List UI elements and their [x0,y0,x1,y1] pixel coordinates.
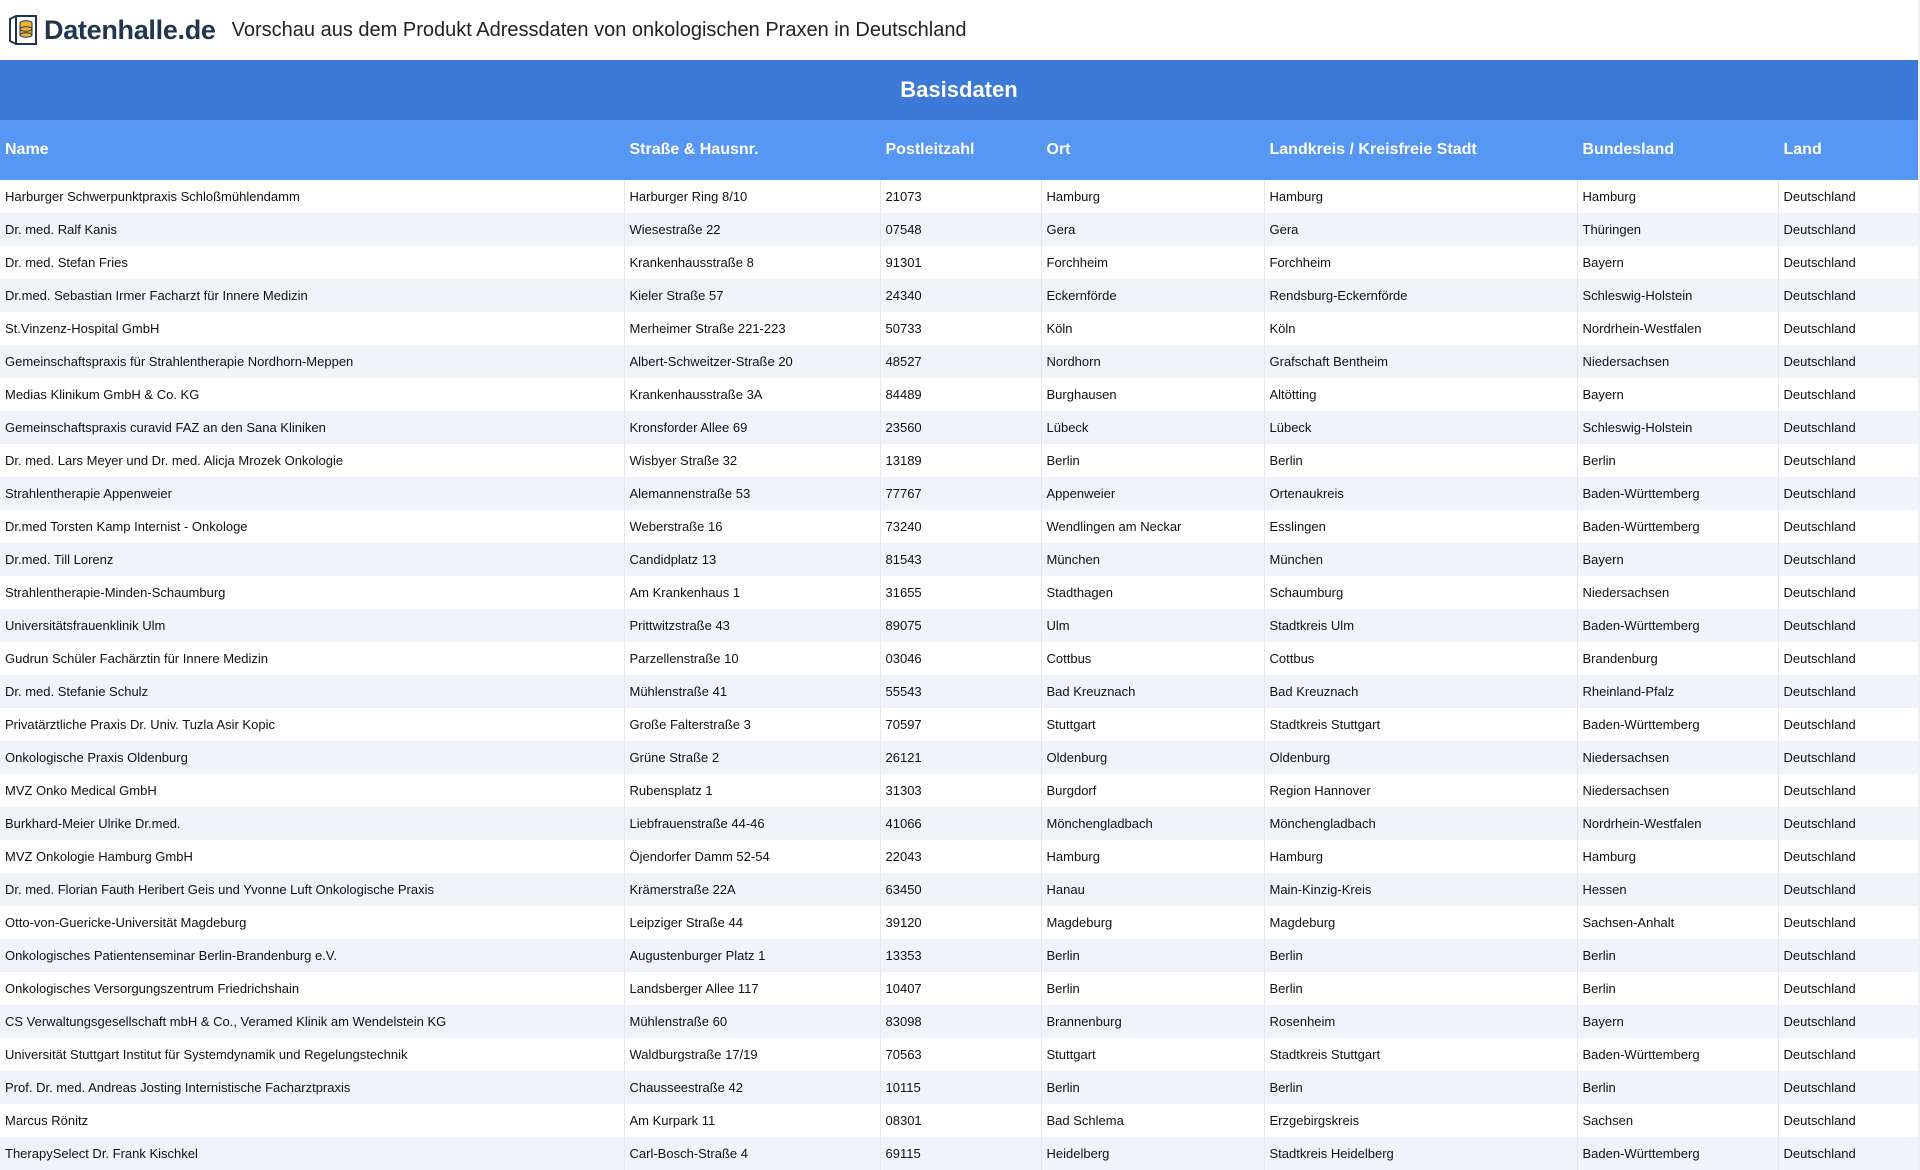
column-street-cell: Mühlenstraße 60 [624,1005,880,1038]
column-city-cell: Bad Schlema [1041,1104,1264,1137]
column-city-cell: Heidelberg [1041,1137,1264,1170]
column-postal-code-cell: 03046 [880,642,1041,675]
table-row [0,477,1918,510]
table-body [0,180,1918,1170]
column-district-cell: Magdeburg [1264,906,1577,939]
column-city-cell: Hamburg [1041,840,1264,873]
column-state-cell: Bayern [1577,246,1778,279]
column-district-cell: Altötting [1264,378,1577,411]
column-city-cell: Mönchengladbach [1041,807,1264,840]
column-state-cell: Brandenburg [1577,642,1778,675]
table-row [0,279,1918,312]
column-state-cell: Baden-Württemberg [1577,510,1778,543]
column-name-cell: Harburger Schwerpunktpraxis Schloßmühlendamm [0,180,624,213]
column-country-cell: Deutschland [1778,807,1918,840]
column-country-cell: Deutschland [1778,543,1918,576]
column-street-cell: Landsberger Allee 117 [624,972,880,1005]
column-postal-code-cell: 41066 [880,807,1041,840]
column-street-cell: Am Kurpark 11 [624,1104,880,1137]
table-row [0,675,1918,708]
column-country-cell: Deutschland [1778,510,1918,543]
table-row [0,1005,1918,1038]
column-district-cell: Stadtkreis Stuttgart [1264,1038,1577,1071]
table-row [0,1137,1918,1170]
column-city-cell: Burgdorf [1041,774,1264,807]
column-country-cell: Deutschland [1778,972,1918,1005]
column-postal-code-cell: 10115 [880,1071,1041,1104]
data-table [0,120,1918,1170]
column-name-cell: Gudrun Schüler Fachärztin für Innere Medizin [0,642,624,675]
column-district-cell: Forchheim [1264,246,1577,279]
column-street-cell: Albert-Schweitzer-Straße 20 [624,345,880,378]
column-state-cell: Nordrhein-Westfalen [1577,807,1778,840]
column-name-cell: St.Vinzenz-Hospital GmbH [0,312,624,345]
column-city-cell: Berlin [1041,1071,1264,1104]
column-postal-code-cell: 81543 [880,543,1041,576]
section-header: Basisdaten [0,60,1918,120]
column-country-cell: Deutschland [1778,609,1918,642]
column-postal-code-cell: 69115 [880,1137,1041,1170]
table-row [0,873,1918,906]
column-district-cell: Stadtkreis Heidelberg [1264,1137,1577,1170]
column-state-cell: Berlin [1577,444,1778,477]
column-postal-code-cell: 22043 [880,840,1041,873]
column-city-cell: Stadthagen [1041,576,1264,609]
column-state-cell: Hamburg [1577,180,1778,213]
column-district-cell: Mönchengladbach [1264,807,1577,840]
table-row [0,543,1918,576]
data-table-container [0,120,1918,1170]
column-postal-code-cell: 13353 [880,939,1041,972]
column-state-cell: Berlin [1577,972,1778,1005]
table-row [0,807,1918,840]
table-header-row [0,120,1918,180]
column-street-cell: Chausseestraße 42 [624,1071,880,1104]
table-row [0,774,1918,807]
column-postal-code-cell: 23560 [880,411,1041,444]
column-district-cell: Grafschaft Bentheim [1264,345,1577,378]
column-country-cell: Deutschland [1778,1071,1918,1104]
column-name-cell: Onkologisches Versorgungszentrum Friedrichshain [0,972,624,1005]
column-name-cell: Medias Klinikum GmbH & Co. KG [0,378,624,411]
column-postal-code-cell: 63450 [880,873,1041,906]
logo-text: Datenhalle.de [44,14,216,45]
table-row [0,411,1918,444]
column-state-cell: Sachsen-Anhalt [1577,906,1778,939]
column-postal-code-cell: 08301 [880,1104,1041,1137]
column-district-cell: Stadtkreis Stuttgart [1264,708,1577,741]
column-city-cell: Burghausen [1041,378,1264,411]
column-street-cell: Augustenburger Platz 1 [624,939,880,972]
column-city-cell: Nordhorn [1041,345,1264,378]
table-row [0,213,1918,246]
column-city-cell: Magdeburg [1041,906,1264,939]
column-name-cell: MVZ Onko Medical GmbH [0,774,624,807]
column-country-cell: Deutschland [1778,246,1918,279]
database-stack-icon [6,13,40,47]
column-city-cell: Hanau [1041,873,1264,906]
column-street-cell: Krämerstraße 22A [624,873,880,906]
column-state-cell: Niedersachsen [1577,741,1778,774]
column-name-cell: Dr. med. Stefanie Schulz [0,675,624,708]
column-postal-code-cell: 83098 [880,1005,1041,1038]
column-postal-code-cell: 50733 [880,312,1041,345]
table-row [0,972,1918,1005]
column-name-cell: Otto-von-Guericke-Universität Magdeburg [0,906,624,939]
column-city-cell: Hamburg [1041,180,1264,213]
column-street-cell: Krankenhausstraße 3A [624,378,880,411]
column-country-cell: Deutschland [1778,213,1918,246]
column-country-cell: Deutschland [1778,312,1918,345]
column-district-cell: Bad Kreuznach [1264,675,1577,708]
column-street-cell: Große Falterstraße 3 [624,708,880,741]
column-city-cell: Stuttgart [1041,708,1264,741]
column-country-header[interactable]: Land [1778,120,1918,180]
column-country-cell: Deutschland [1778,906,1918,939]
table-row [0,576,1918,609]
column-street-cell: Parzellenstraße 10 [624,642,880,675]
table-row [0,1104,1918,1137]
column-country-cell: Deutschland [1778,1104,1918,1137]
column-country-cell: Deutschland [1778,411,1918,444]
column-country-cell: Deutschland [1778,840,1918,873]
column-district-cell: Berlin [1264,1071,1577,1104]
column-state-cell: Baden-Württemberg [1577,708,1778,741]
column-district-header[interactable]: Landkreis / Kreisfreie Stadt [1264,120,1577,180]
column-postal-code-cell: 73240 [880,510,1041,543]
table-row [0,1071,1918,1104]
column-state-cell: Berlin [1577,939,1778,972]
table-row [0,345,1918,378]
column-name-cell: Onkologische Praxis Oldenburg [0,741,624,774]
column-state-cell: Nordrhein-Westfalen [1577,312,1778,345]
column-district-cell: Ortenaukreis [1264,477,1577,510]
column-state-cell: Berlin [1577,1071,1778,1104]
column-state-cell: Rheinland-Pfalz [1577,675,1778,708]
column-street-cell: Mühlenstraße 41 [624,675,880,708]
column-state-cell: Sachsen [1577,1104,1778,1137]
column-street-cell: Rubensplatz 1 [624,774,880,807]
column-street-cell: Weberstraße 16 [624,510,880,543]
column-district-cell: Berlin [1264,444,1577,477]
column-postal-code-cell: 24340 [880,279,1041,312]
column-district-cell: Stadtkreis Ulm [1264,609,1577,642]
column-postal-code-cell: 70597 [880,708,1041,741]
column-name-cell: MVZ Onkologie Hamburg GmbH [0,840,624,873]
column-district-cell: Rendsburg-Eckernförde [1264,279,1577,312]
column-city-cell: Brannenburg [1041,1005,1264,1038]
column-postal-code-header[interactable]: Postleitzahl [880,120,1041,180]
column-district-cell: München [1264,543,1577,576]
table-row [0,642,1918,675]
column-street-cell: Waldburgstraße 17/19 [624,1038,880,1071]
column-street-cell: Carl-Bosch-Straße 4 [624,1137,880,1170]
column-state-cell: Bayern [1577,378,1778,411]
column-country-cell: Deutschland [1778,873,1918,906]
column-name-cell: Gemeinschaftspraxis für Strahlentherapie Nordhorn-Meppen [0,345,624,378]
column-postal-code-cell: 13189 [880,444,1041,477]
column-name-cell: Dr.med. Sebastian Irmer Facharzt für Innere Medizin [0,279,624,312]
column-street-cell: Candidplatz 13 [624,543,880,576]
top-bar [0,0,1920,60]
column-name-cell: Dr.med. Till Lorenz [0,543,624,576]
column-state-cell: Bayern [1577,543,1778,576]
column-street-cell: Kieler Straße 57 [624,279,880,312]
column-district-cell: Gera [1264,213,1577,246]
column-district-cell: Erzgebirgskreis [1264,1104,1577,1137]
column-street-cell: Liebfrauenstraße 44-46 [624,807,880,840]
table-row [0,246,1918,279]
column-postal-code-cell: 55543 [880,675,1041,708]
column-name-cell: TherapySelect Dr. Frank Kischkel [0,1137,624,1170]
table-row [0,444,1918,477]
column-state-header[interactable]: Bundesland [1577,120,1778,180]
column-state-cell: Niedersachsen [1577,576,1778,609]
table-row [0,1038,1918,1071]
column-country-cell: Deutschland [1778,180,1918,213]
column-state-cell: Hamburg [1577,840,1778,873]
column-street-cell: Wiesestraße 22 [624,213,880,246]
column-district-cell: Berlin [1264,972,1577,1005]
table-row [0,708,1918,741]
logo[interactable] [6,13,216,47]
table-row [0,741,1918,774]
column-district-cell: Berlin [1264,939,1577,972]
column-name-cell: Onkologisches Patientenseminar Berlin-Brandenburg e.V. [0,939,624,972]
column-state-cell: Baden-Württemberg [1577,477,1778,510]
column-name-cell: Universität Stuttgart Institut für Systemdynamik und Regelungstechnik [0,1038,624,1071]
column-state-cell: Niedersachsen [1577,345,1778,378]
column-city-cell: Gera [1041,213,1264,246]
column-name-cell: Dr. med. Florian Fauth Heribert Geis und Yvonne Luft Onkologische Praxis [0,873,624,906]
column-city-cell: Bad Kreuznach [1041,675,1264,708]
column-postal-code-cell: 48527 [880,345,1041,378]
column-district-cell: Hamburg [1264,840,1577,873]
column-district-cell: Rosenheim [1264,1005,1577,1038]
column-state-cell: Bayern [1577,1005,1778,1038]
column-city-cell: Forchheim [1041,246,1264,279]
column-district-cell: Hamburg [1264,180,1577,213]
column-country-cell: Deutschland [1778,1005,1918,1038]
column-country-cell: Deutschland [1778,675,1918,708]
column-name-header[interactable]: Name [0,120,624,180]
table-row [0,906,1918,939]
column-state-cell: Schleswig-Holstein [1577,411,1778,444]
column-name-cell: Prof. Dr. med. Andreas Josting Internistische Facharztpraxis [0,1071,624,1104]
column-postal-code-cell: 21073 [880,180,1041,213]
column-postal-code-cell: 31655 [880,576,1041,609]
column-state-cell: Baden-Württemberg [1577,1137,1778,1170]
column-street-cell: Krankenhausstraße 8 [624,246,880,279]
column-state-cell: Baden-Württemberg [1577,1038,1778,1071]
column-city-cell: Appenweier [1041,477,1264,510]
column-name-cell: Strahlentherapie-Minden-Schaumburg [0,576,624,609]
column-postal-code-cell: 84489 [880,378,1041,411]
column-district-cell: Cottbus [1264,642,1577,675]
column-street-cell: Merheimer Straße 221-223 [624,312,880,345]
table-row [0,312,1918,345]
table-row [0,939,1918,972]
column-city-cell: Ulm [1041,609,1264,642]
column-country-cell: Deutschland [1778,444,1918,477]
column-country-cell: Deutschland [1778,279,1918,312]
column-city-cell: Oldenburg [1041,741,1264,774]
column-street-cell: Am Krankenhaus 1 [624,576,880,609]
column-name-cell: Gemeinschaftspraxis curavid FAZ an den Sana Kliniken [0,411,624,444]
column-state-cell: Niedersachsen [1577,774,1778,807]
column-state-cell: Thüringen [1577,213,1778,246]
column-name-cell: Universitätsfrauenklinik Ulm [0,609,624,642]
column-street-cell: Prittwitzstraße 43 [624,609,880,642]
column-city-cell: Wendlingen am Neckar [1041,510,1264,543]
column-country-cell: Deutschland [1778,576,1918,609]
column-name-cell: Burkhard-Meier Ulrike Dr.med. [0,807,624,840]
column-name-cell: Privatärztliche Praxis Dr. Univ. Tuzla Asir Kopic [0,708,624,741]
column-street-cell: Kronsforder Allee 69 [624,411,880,444]
column-name-cell: CS Verwaltungsgesellschaft mbH & Co., Veramed Klinik am Wendelstein KG [0,1005,624,1038]
column-name-cell: Marcus Rönitz [0,1104,624,1137]
column-postal-code-cell: 31303 [880,774,1041,807]
column-name-cell: Dr. med. Ralf Kanis [0,213,624,246]
column-city-cell: Cottbus [1041,642,1264,675]
column-street-cell: Grüne Straße 2 [624,741,880,774]
column-city-header[interactable]: Ort [1041,120,1264,180]
column-postal-code-cell: 10407 [880,972,1041,1005]
column-city-cell: München [1041,543,1264,576]
column-state-cell: Schleswig-Holstein [1577,279,1778,312]
column-postal-code-cell: 39120 [880,906,1041,939]
column-district-cell: Main-Kinzig-Kreis [1264,873,1577,906]
column-country-cell: Deutschland [1778,642,1918,675]
column-country-cell: Deutschland [1778,1137,1918,1170]
column-city-cell: Berlin [1041,972,1264,1005]
column-country-cell: Deutschland [1778,1038,1918,1071]
column-name-cell: Dr.med Torsten Kamp Internist - Onkologe [0,510,624,543]
column-postal-code-cell: 77767 [880,477,1041,510]
column-city-cell: Berlin [1041,444,1264,477]
column-district-cell: Region Hannover [1264,774,1577,807]
column-country-cell: Deutschland [1778,378,1918,411]
column-name-cell: Dr. med. Stefan Fries [0,246,624,279]
table-row [0,180,1918,213]
column-street-cell: Öjendorfer Damm 52-54 [624,840,880,873]
page-title: Vorschau aus dem Produkt Adressdaten von onkologischen Praxen in Deutschland [231,18,967,41]
table-row [0,840,1918,873]
column-district-cell: Esslingen [1264,510,1577,543]
column-postal-code-cell: 07548 [880,213,1041,246]
column-postal-code-cell: 91301 [880,246,1041,279]
column-name-cell: Strahlentherapie Appenweier [0,477,624,510]
column-street-cell: Harburger Ring 8/10 [624,180,880,213]
column-country-cell: Deutschland [1778,774,1918,807]
column-postal-code-cell: 70563 [880,1038,1041,1071]
column-street-header[interactable]: Straße & Hausnr. [624,120,880,180]
column-country-cell: Deutschland [1778,741,1918,774]
column-district-cell: Lübeck [1264,411,1577,444]
column-street-cell: Wisbyer Straße 32 [624,444,880,477]
column-postal-code-cell: 89075 [880,609,1041,642]
table-row [0,378,1918,411]
column-district-cell: Schaumburg [1264,576,1577,609]
column-country-cell: Deutschland [1778,708,1918,741]
column-district-cell: Köln [1264,312,1577,345]
column-city-cell: Köln [1041,312,1264,345]
column-country-cell: Deutschland [1778,477,1918,510]
column-city-cell: Eckernförde [1041,279,1264,312]
column-city-cell: Lübeck [1041,411,1264,444]
table-row [0,609,1918,642]
column-state-cell: Hessen [1577,873,1778,906]
column-name-cell: Dr. med. Lars Meyer und Dr. med. Alicja Mrozek Onkologie [0,444,624,477]
column-country-cell: Deutschland [1778,939,1918,972]
column-postal-code-cell: 26121 [880,741,1041,774]
column-street-cell: Alemannenstraße 53 [624,477,880,510]
column-city-cell: Berlin [1041,939,1264,972]
column-district-cell: Oldenburg [1264,741,1577,774]
table-row [0,510,1918,543]
column-city-cell: Stuttgart [1041,1038,1264,1071]
column-street-cell: Leipziger Straße 44 [624,906,880,939]
column-state-cell: Baden-Württemberg [1577,609,1778,642]
column-country-cell: Deutschland [1778,345,1918,378]
